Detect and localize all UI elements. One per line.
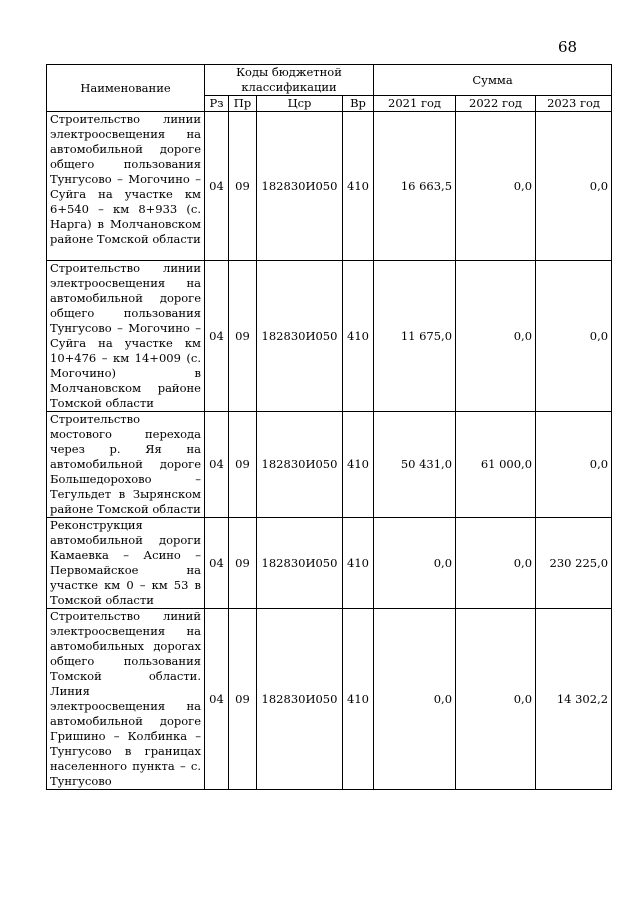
- row-csr: 182830И050: [257, 518, 343, 609]
- row-2022: 0,0: [456, 518, 536, 609]
- row-2022: 61 000,0: [456, 412, 536, 518]
- row-2021: 0,0: [374, 518, 456, 609]
- row-pr: 09: [229, 261, 257, 412]
- row-2021: 0,0: [374, 609, 456, 790]
- header-sum: Сумма: [374, 65, 612, 96]
- row-vr: 410: [343, 518, 374, 609]
- row-vr: 410: [343, 261, 374, 412]
- row-name: Реконструкция автомобильной дороги Камаевка – Асино – Первомайское на участке км 0 – км 53 в Томской области: [47, 518, 205, 609]
- row-vr: 410: [343, 609, 374, 790]
- row-2023: 0,0: [536, 112, 612, 261]
- header-rz: Рз: [205, 96, 229, 112]
- row-rz: 04: [205, 609, 229, 790]
- row-pr: 09: [229, 609, 257, 790]
- row-2023: 230 225,0: [536, 518, 612, 609]
- row-name: Строительство линии электроосвещения на автомобильной дороге общего пользования Тунгусово – Могочино – Суйга на участке км 6+540 – км 8+933 (с. Нарга) в Молчановском районе Томской области: [47, 112, 205, 261]
- row-pr: 09: [229, 518, 257, 609]
- header-codes: Коды бюджетной классификации: [205, 65, 374, 96]
- row-2023: 14 302,2: [536, 609, 612, 790]
- row-rz: 04: [205, 112, 229, 261]
- row-2022: 0,0: [456, 112, 536, 261]
- row-vr: 410: [343, 112, 374, 261]
- header-2021: 2021 год: [374, 96, 456, 112]
- row-vr: 410: [343, 412, 374, 518]
- row-rz: 04: [205, 518, 229, 609]
- row-2021: 11 675,0: [374, 261, 456, 412]
- row-name: Строительство линии электроосвещения на автомобильной дороге общего пользования Тунгусово – Могочино – Суйга на участке км 10+476 – км 14+009 (с. Могочино) в Молчановском районе Томской области: [47, 261, 205, 412]
- header-pr: Пр: [229, 96, 257, 112]
- table-row: [47, 261, 612, 412]
- table-row: [47, 518, 612, 609]
- row-rz: 04: [205, 412, 229, 518]
- row-pr: 09: [229, 412, 257, 518]
- row-2023: 0,0: [536, 412, 612, 518]
- row-2022: 0,0: [456, 609, 536, 790]
- header-csr: Цср: [257, 96, 343, 112]
- row-pr: 09: [229, 112, 257, 261]
- header-2023: 2023 год: [536, 96, 612, 112]
- row-2023: 0,0: [536, 261, 612, 412]
- row-name: Строительство линий электроосвещения на автомобильных дорогах общего пользования Томской области. Линия электроосвещения на автомобильной дороге Гришино – Колбинка – Тунгусово в границах населенного пункта – с. Тунгусово: [47, 609, 205, 790]
- row-2022: 0,0: [456, 261, 536, 412]
- budget-table: [46, 64, 612, 790]
- page-number: 68: [558, 38, 578, 56]
- row-csr: 182830И050: [257, 261, 343, 412]
- header-2022: 2022 год: [456, 96, 536, 112]
- table-row: [47, 412, 612, 518]
- table-row: [47, 609, 612, 790]
- row-2021: 50 431,0: [374, 412, 456, 518]
- row-name: Строительство мостового перехода через р. Яя на автомобильной дороге Большедорохово – Тегульдет в Зырянском районе Томской области: [47, 412, 205, 518]
- row-csr: 182830И050: [257, 609, 343, 790]
- header-vr: Вр: [343, 96, 374, 112]
- header-name: Наименование: [47, 65, 205, 112]
- table-row: [47, 112, 612, 261]
- row-csr: 182830И050: [257, 412, 343, 518]
- row-csr: 182830И050: [257, 112, 343, 261]
- row-rz: 04: [205, 261, 229, 412]
- row-2021: 16 663,5: [374, 112, 456, 261]
- header-row-top: [47, 65, 612, 96]
